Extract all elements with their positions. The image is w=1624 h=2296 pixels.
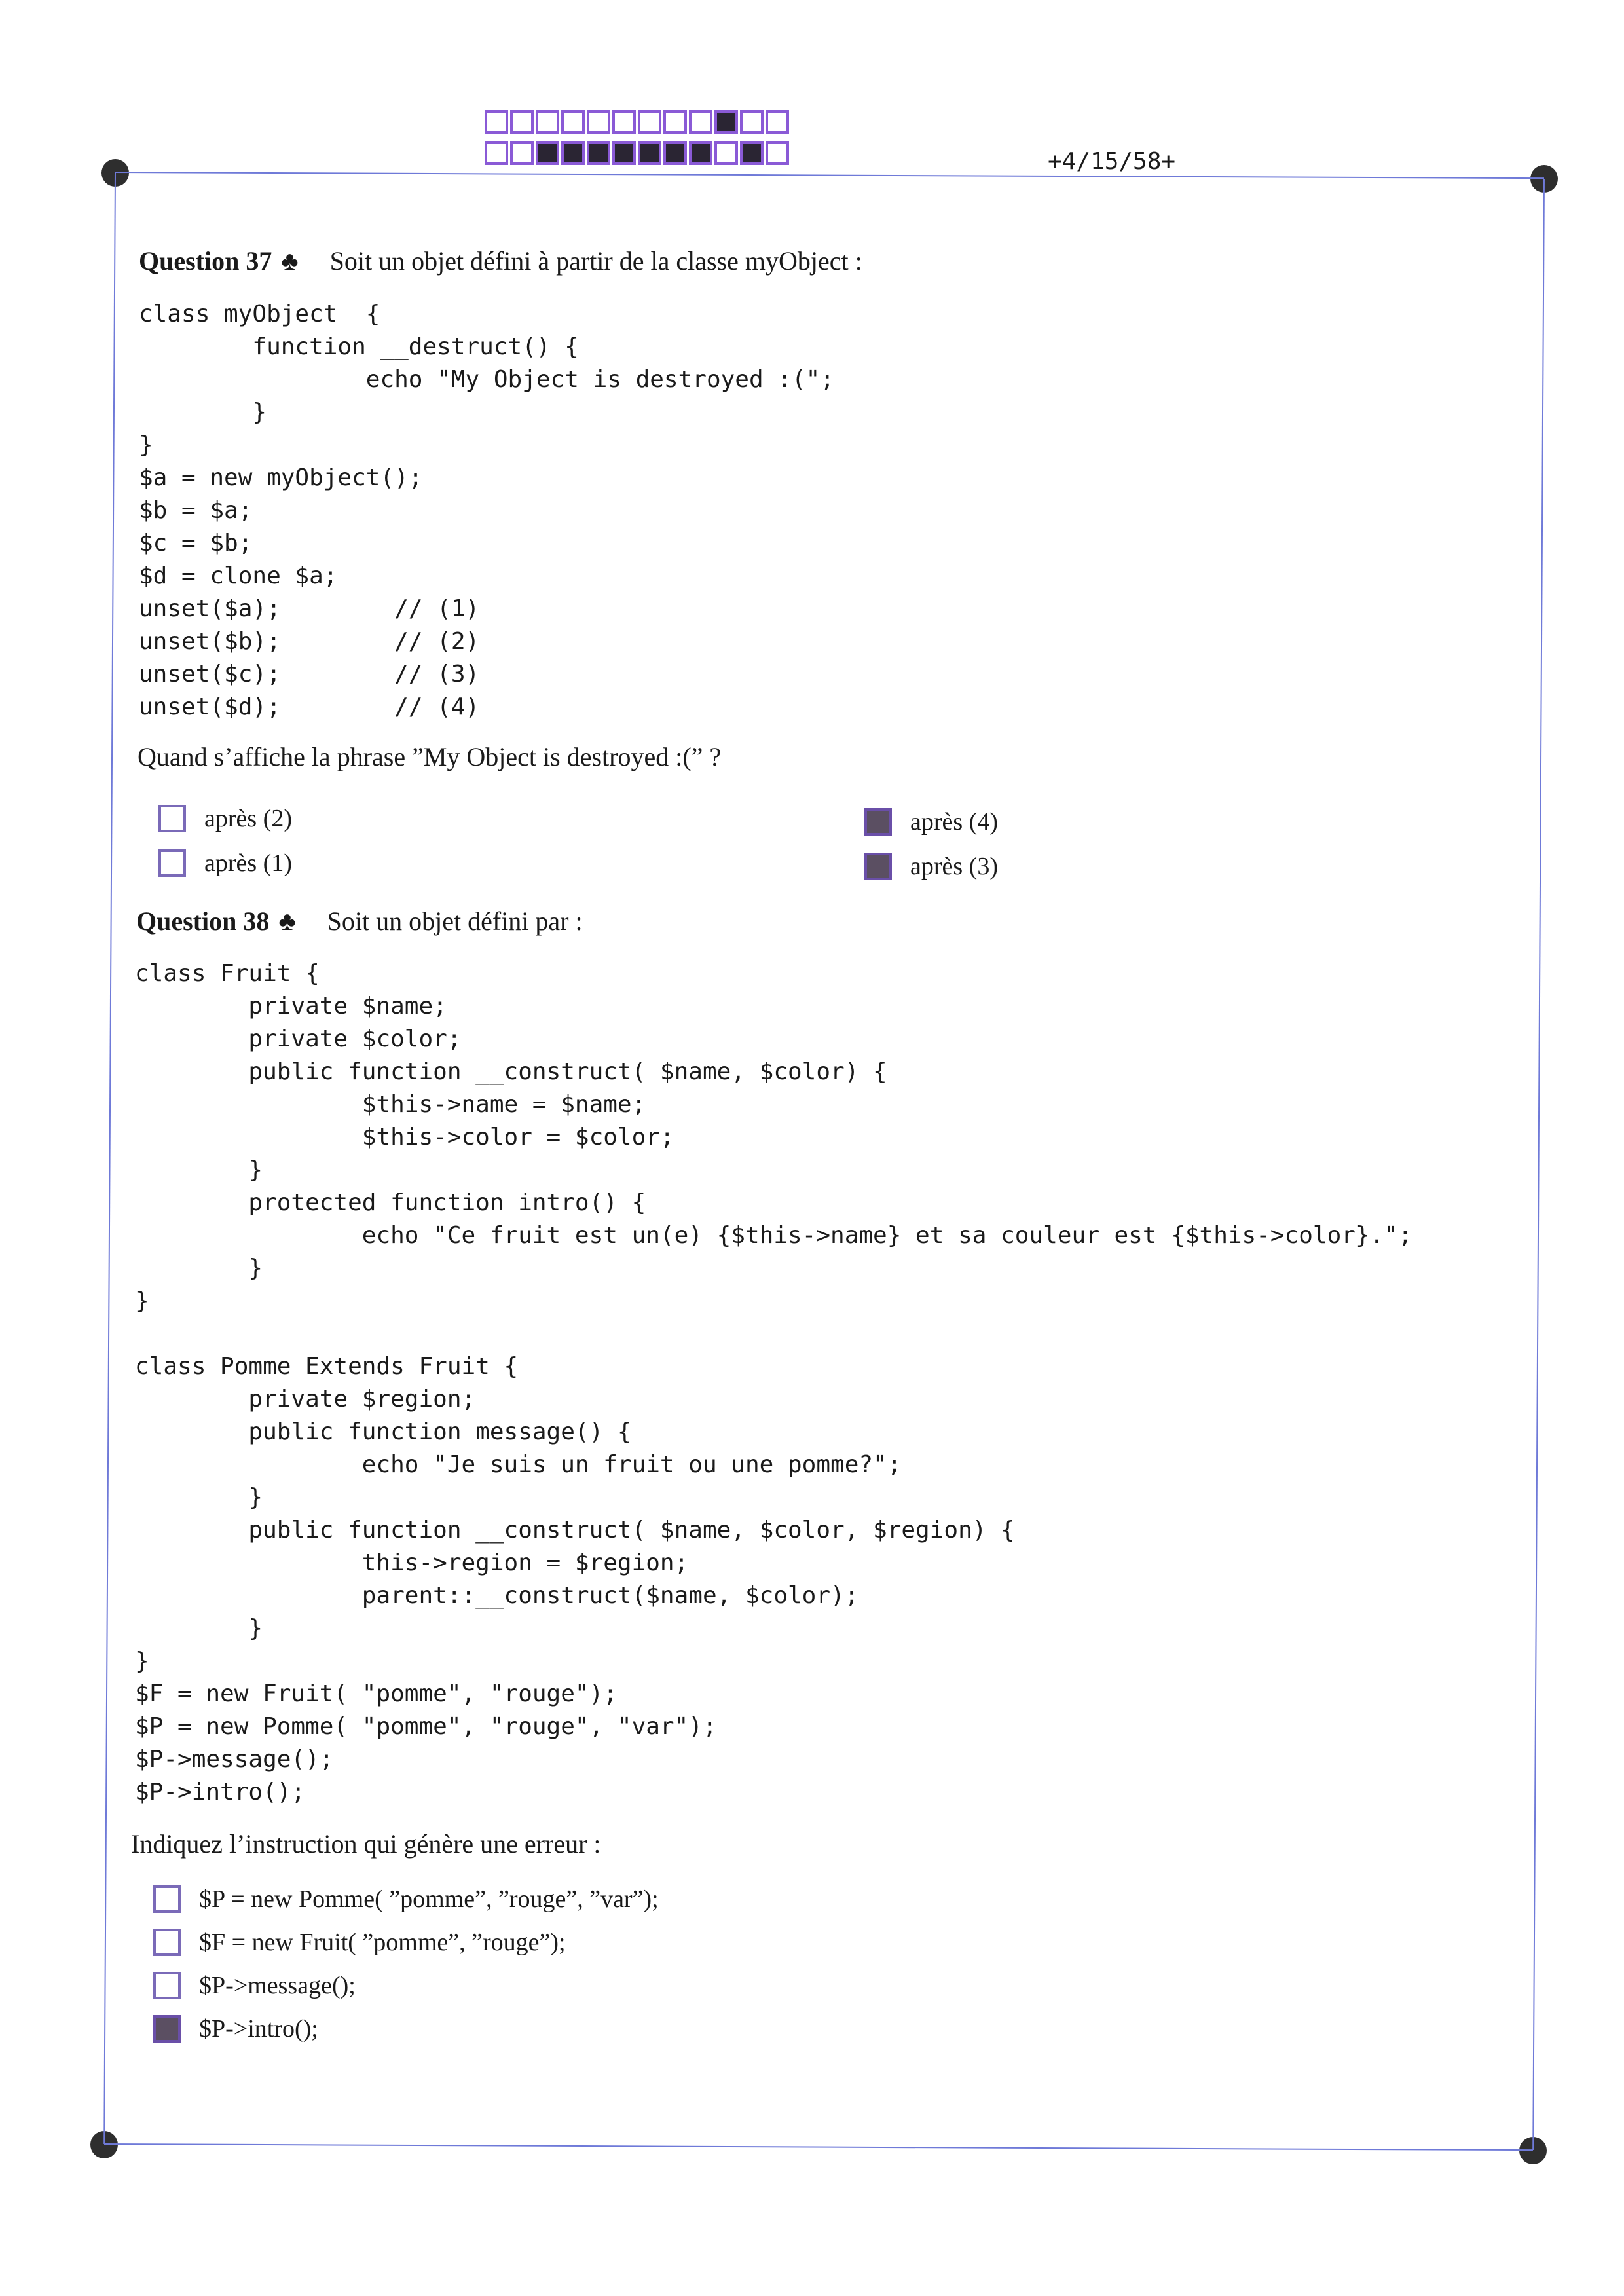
question-37-prompt: Quand s’affiche la phrase ”My Object is destroyed :(” ?	[138, 742, 722, 771]
marker-cell	[740, 110, 764, 134]
q38-choice-3-checkbox[interactable]	[153, 1972, 181, 1999]
q38-choice-4-label: $P->intro();	[199, 2015, 318, 2043]
q38-choice-2-label: $F = new Fruit( ”pomme”, ”rouge”);	[199, 1929, 566, 1956]
marker-cell	[561, 110, 585, 134]
marker-cell	[612, 110, 636, 134]
marker-cell	[766, 141, 789, 165]
marker-cell	[485, 141, 508, 165]
q38-choice-1-label: $P = new Pomme( ”pomme”, ”rouge”, ”var”);	[199, 1885, 659, 1913]
frame-bottom	[104, 2143, 1533, 2151]
q37-choice-1[interactable]	[158, 804, 292, 833]
marker-cell	[510, 110, 534, 134]
question-37-code: class myObject { function __destruct() { echo "My Object is destroyed :("; } } $a = new myObject(); $b = $a; $c = $b; $d = clone $a; unset($a); // (1) unset($b); // (2) unset($c); // (3) unset($d); // (4)	[139, 301, 835, 720]
marker-cell	[740, 141, 764, 165]
marker-cell	[638, 110, 661, 134]
q38-choice-3-label: $P->message();	[199, 1972, 356, 1999]
marker-row-2	[485, 141, 789, 165]
q38-choice-1-checkbox[interactable]	[153, 1885, 181, 1913]
marker-cell	[485, 110, 508, 134]
q38-choice-2-checkbox[interactable]	[153, 1929, 181, 1956]
q37-choice-2[interactable]	[158, 849, 292, 878]
club-icon: ♣	[281, 246, 299, 276]
question-38-header	[136, 906, 583, 936]
marker-cell	[766, 110, 789, 134]
q38-choice-2[interactable]	[153, 1928, 566, 1957]
marker-cell	[536, 110, 559, 134]
q37-choice-2-checkbox[interactable]	[158, 849, 186, 877]
q37-choice-4-label: après (3)	[910, 853, 998, 880]
q37-choice-4[interactable]	[864, 852, 998, 881]
question-38-text: Soit un objet défini par :	[327, 906, 583, 936]
club-icon: ♣	[278, 906, 296, 936]
question-38-code: class Fruit { private $name; private $color; public function __construct( $name, $color) { $this->name = $name; $this->color = $color; } protected function intro() { echo "Ce fruit est un(e) {$this->name} et sa couleur est {$this->color}."; } } class Pomme Extends Fruit { private $region; public function message() { echo "Je suis un fruit ou une pomme?"; } public function __construct( $name, $color, $region) { this->region = $region; parent::__construct($name, $color); } } $F = new Fruit( "pomme", "rouge"); $P = new Pomme( "pomme", "rouge", "var"); $P->message(); $P->intro();	[135, 960, 1412, 1805]
marker-cell	[689, 141, 712, 165]
marker-cell	[612, 141, 636, 165]
marker-cell	[663, 110, 687, 134]
marker-cell	[689, 110, 712, 134]
q37-choice-2-label: après (1)	[204, 849, 292, 877]
q37-choice-3-label: après (4)	[910, 808, 998, 836]
q38-choice-3[interactable]	[153, 1971, 356, 2000]
question-38-title: Question 38	[136, 906, 270, 936]
q38-choice-4[interactable]	[153, 2014, 318, 2043]
frame-right	[1532, 179, 1545, 2150]
frame-left	[103, 173, 116, 2144]
q37-choice-3-checkbox[interactable]	[864, 808, 892, 836]
question-37-header	[139, 246, 862, 276]
marker-cell	[561, 141, 585, 165]
marker-cell	[714, 110, 738, 134]
q37-choice-1-checkbox[interactable]	[158, 805, 186, 832]
q37-choice-1-label: après (2)	[204, 805, 292, 832]
marker-cell	[536, 141, 559, 165]
question-38-prompt: Indiquez l’instruction qui génère une erreur :	[131, 1829, 601, 1859]
q37-choice-4-checkbox[interactable]	[864, 853, 892, 880]
marker-cell	[587, 110, 610, 134]
question-37-title: Question 37	[139, 246, 272, 276]
frame-top	[115, 172, 1544, 179]
q38-choice-1[interactable]	[153, 1885, 659, 1914]
q37-choice-3[interactable]	[864, 807, 998, 836]
question-37-text: Soit un objet défini à partir de la classe myObject :	[329, 246, 862, 276]
q38-choice-4-checkbox[interactable]	[153, 2015, 181, 2043]
marker-cell	[663, 141, 687, 165]
marker-cell	[510, 141, 534, 165]
page-id-code: +4/15/58+	[1048, 148, 1176, 175]
marker-cell	[638, 141, 661, 165]
marker-cell	[714, 141, 738, 165]
marker-row-1	[485, 110, 789, 134]
marker-cell	[587, 141, 610, 165]
